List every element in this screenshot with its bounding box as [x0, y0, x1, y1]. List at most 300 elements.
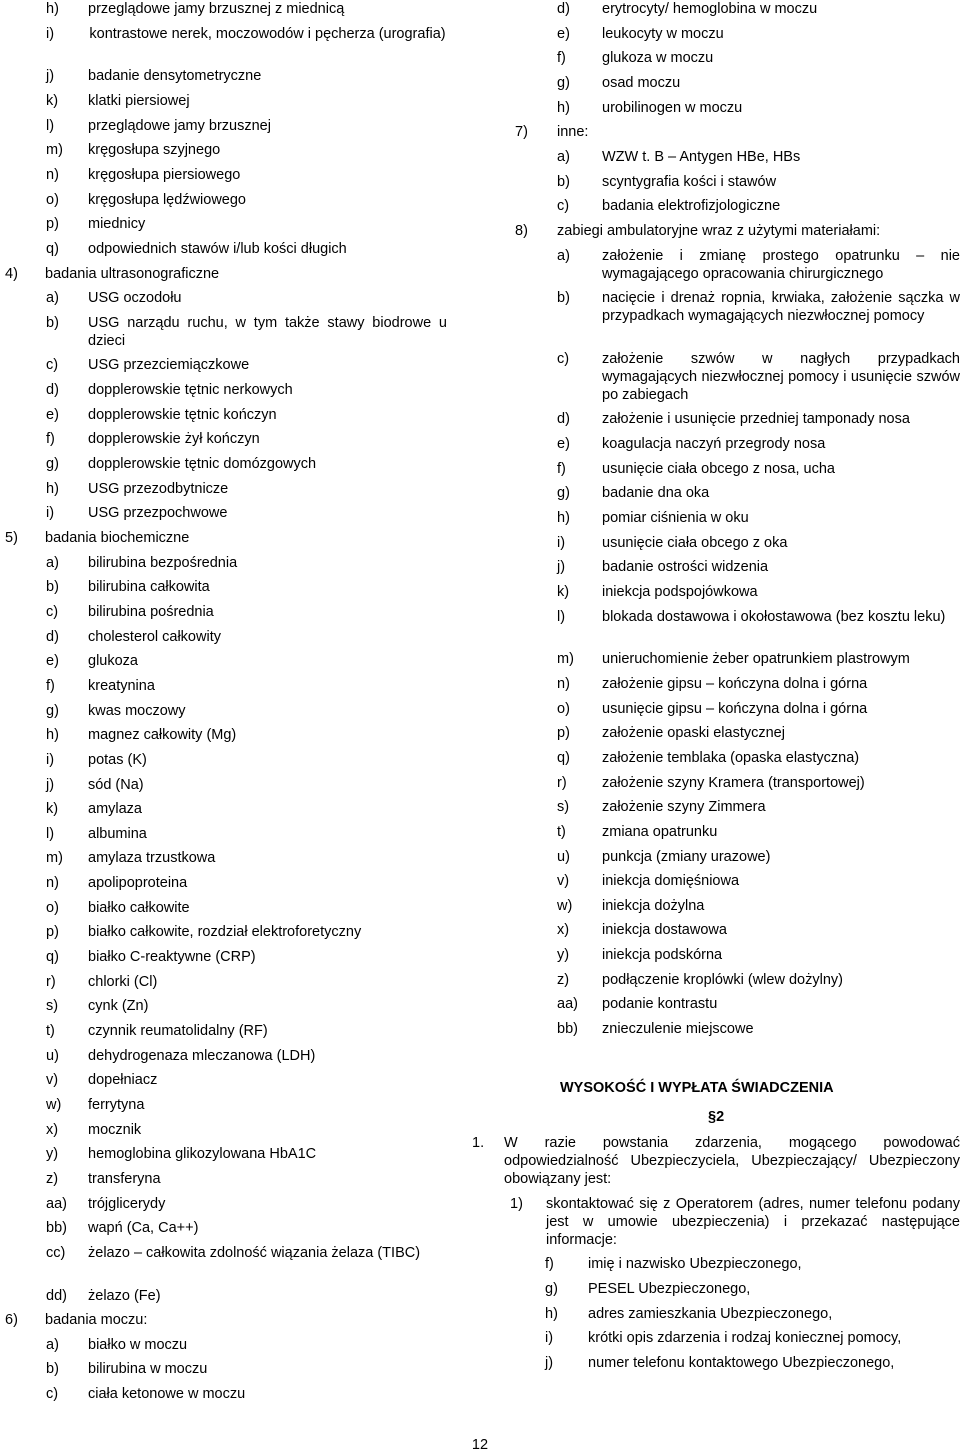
right_column-item [513, 222, 960, 240]
list-marker: a) [557, 148, 570, 165]
list-marker: c) [557, 350, 570, 367]
list-text: iniekcja dostawowa [602, 922, 727, 939]
list-marker: e) [557, 436, 570, 453]
list-marker: n) [46, 166, 59, 183]
list-text: USG przezodbytnicze [88, 480, 229, 497]
list-marker: e) [557, 25, 570, 42]
list-marker: j) [557, 559, 566, 576]
list-text: założenie szyny Zimmera [602, 799, 766, 816]
right_column-item [513, 675, 960, 693]
left_column-item [0, 751, 447, 769]
list-marker: r) [46, 973, 56, 990]
list-marker: y) [557, 947, 570, 964]
list-text: założenie opaski elastycznej [602, 725, 785, 742]
left_column-item [0, 1336, 447, 1354]
list-text: badania ultrasonograficzne [45, 265, 220, 282]
left_column-item [0, 92, 447, 110]
left_column-item [0, 1071, 447, 1089]
list-text: dopplerowskie tętnic nerkowych [88, 382, 293, 399]
left_column-item [0, 702, 447, 720]
list-text: bilirubina pośrednia [88, 603, 214, 620]
left_column-item [0, 141, 447, 159]
left_column-item [0, 191, 447, 209]
list-text: przeglądowe jamy brzusznej [88, 117, 271, 134]
list-text: iniekcja podskórna [602, 947, 723, 964]
right_column-item [513, 608, 960, 626]
list-marker: m) [46, 142, 63, 159]
list-marker: f) [557, 50, 566, 67]
list-text: hemoglobina glikozylowana HbA1C [88, 1146, 317, 1163]
list-marker: f) [557, 460, 566, 477]
right_column-item [513, 49, 960, 67]
list-marker: i) [46, 505, 55, 522]
list-marker: v) [557, 873, 570, 890]
list-marker: q) [557, 749, 570, 766]
list-marker: h) [46, 480, 59, 497]
list-marker: cc) [46, 1244, 66, 1261]
list-text: scyntygrafia kości i stawów [602, 173, 777, 190]
list-marker: o) [46, 191, 59, 208]
list-marker: c) [46, 357, 59, 374]
list-marker: s) [46, 998, 59, 1015]
list-marker: j) [545, 1354, 554, 1371]
list-text: punkcja (zmiany urazowe) [602, 848, 771, 865]
right_column-item [513, 724, 960, 742]
list-text: WZW t. B – Antygen HBe, HBs [602, 148, 801, 165]
list-marker: v) [46, 1072, 59, 1089]
list-marker: bb) [557, 1021, 578, 1038]
list-marker: i) [46, 751, 55, 768]
list-marker: n) [46, 875, 59, 892]
right_column-item [513, 460, 960, 478]
left_column-item [0, 1022, 447, 1040]
list-marker: j) [46, 776, 55, 793]
list-marker: h) [545, 1305, 558, 1322]
right_column-item [513, 350, 960, 404]
left_column-item [0, 1311, 447, 1329]
left_column-item [0, 406, 447, 424]
list-text: żelazo (Fe) [88, 1287, 161, 1304]
list-marker: g) [557, 74, 570, 91]
list-marker: d) [557, 1, 570, 17]
list-marker: 4) [5, 265, 18, 282]
list-text: założenie i zmianę prostego opatrunku – nie wymagającego opracowania chirurgicznego [602, 247, 960, 282]
left_column-item [0, 240, 447, 258]
list-marker: b) [46, 314, 59, 331]
bottom_items-item [472, 1280, 960, 1298]
list-marker: d) [46, 382, 59, 399]
right_column-item [513, 583, 960, 601]
list-marker: f) [545, 1256, 554, 1273]
list-text: dopplerowskie żył kończyn [88, 431, 260, 448]
list-text: założenie gipsu – kończyna dolna i górna [602, 675, 868, 692]
list-text: chlorki (Cl) [88, 973, 158, 990]
list-text: żelazo – całkowita zdolność wiązania żelaza (TIBC) [88, 1244, 421, 1261]
right_column-item [513, 971, 960, 989]
bottom_items-item [472, 1329, 960, 1347]
list-text: badania moczu: [45, 1312, 148, 1329]
list-text: kręgosłupa szyjnego [88, 142, 221, 159]
list-text: nacięcie i drenaż ropnia, krwiaka, założenie sączka w przypadkach wymagających niezwłocznej pomocy [602, 290, 960, 325]
list-text: dehydrogenaza mleczanowa (LDH) [88, 1047, 316, 1064]
list-marker: dd) [46, 1287, 67, 1304]
bottom_items-item [472, 1255, 960, 1273]
right_column-item [513, 99, 960, 117]
list-marker: aa) [557, 996, 578, 1013]
list-marker: g) [557, 485, 570, 502]
list-text: wapń (Ca, Ca++) [88, 1220, 199, 1237]
left_column-item [0, 1360, 447, 1378]
list-marker: 5) [5, 530, 18, 546]
left_column-item [0, 1385, 447, 1403]
list-marker: z) [46, 1170, 59, 1187]
right_column-item [513, 484, 960, 502]
list-text: koagulacja naczyń przegrody nosa [602, 436, 826, 453]
list-marker: q) [46, 240, 59, 257]
left_column-item [0, 430, 447, 448]
left_column-item [0, 289, 447, 307]
left_column-item [0, 0, 447, 18]
list-marker: g) [46, 456, 59, 473]
list-text: adres zamieszkania Ubezpieczonego, [588, 1305, 833, 1322]
list-marker: 7) [515, 124, 528, 141]
left_column-item [0, 117, 447, 135]
list-text: kręgosłupa lędźwiowego [88, 191, 246, 208]
left_column-item [0, 948, 447, 966]
list-text: bilirubina w moczu [88, 1361, 208, 1378]
list-marker: k) [46, 801, 59, 818]
list-text: blokada dostawowa i okołostawowa (bez kosztu leku) [602, 608, 946, 625]
list-text: iniekcja dożylna [602, 897, 705, 914]
right_column-item [513, 410, 960, 428]
list-text: apolipoproteina [88, 875, 188, 892]
list-text: kwas moczowy [88, 702, 186, 719]
left_column-item [0, 1096, 447, 1114]
list-marker: t) [46, 1023, 55, 1039]
list-text: usunięcie ciała obcego z oka [602, 534, 788, 551]
left_column-item [0, 726, 447, 744]
bottom_items-item [472, 1134, 960, 1188]
list-marker: 8) [515, 222, 528, 239]
list-text: usunięcie gipsu – kończyna dolna i górna [602, 700, 868, 717]
right_column-item [513, 1020, 960, 1038]
list-text: dopplerowskie tętnic kończyn [88, 406, 277, 423]
left_column-item [0, 899, 447, 917]
list-text: kontrastowe nerek, moczowodów i pęcherza (urografia) [89, 25, 446, 42]
right_column-item [513, 558, 960, 576]
left_column-item [0, 215, 447, 233]
left_column-item [0, 504, 447, 522]
list-marker: bb) [46, 1220, 67, 1237]
left_column-item [0, 1244, 447, 1262]
list-text: mocznik [88, 1121, 142, 1138]
list-marker: r) [557, 774, 567, 791]
list-text: osad moczu [602, 74, 681, 91]
list-text: USG przezpochwowe [88, 505, 228, 522]
left_column-item [0, 314, 447, 350]
list-marker: a) [46, 1336, 59, 1353]
list-marker: d) [557, 411, 570, 428]
left_column-item [0, 825, 447, 843]
list-text: czynnik reumatolidalny (RF) [88, 1023, 268, 1039]
list-marker: i) [545, 1330, 554, 1347]
list-text: badania biochemiczne [45, 530, 190, 546]
list-text: badanie ostrości widzenia [602, 559, 769, 576]
list-marker: w) [557, 897, 573, 914]
page-number: 12 [471, 1437, 489, 1453]
list-marker: c) [557, 198, 570, 215]
left_column-item [0, 1287, 447, 1305]
left_column-item [0, 1121, 447, 1139]
left_column-item [0, 677, 447, 695]
left_column-item [0, 25, 447, 43]
left_column-item [0, 603, 447, 621]
left_column-item [0, 265, 447, 283]
list-text: numer telefonu kontaktowego Ubezpieczonego, [588, 1354, 895, 1371]
list-text: białko C-reaktywne (CRP) [88, 949, 256, 966]
left_column-item [0, 849, 447, 867]
list-text: białko całkowite [88, 899, 190, 916]
list-marker: p) [46, 924, 59, 941]
list-text: PESEL Ubezpieczonego, [588, 1280, 751, 1297]
list-text: transferyna [88, 1170, 161, 1187]
list-text: magnez całkowity (Mg) [88, 727, 237, 744]
list-text: sód (Na) [88, 776, 144, 793]
list-marker: g) [545, 1280, 558, 1297]
right_column-item [513, 173, 960, 191]
list-text: iniekcja domięśniowa [602, 873, 740, 890]
list-marker: m) [46, 850, 63, 867]
list-marker: e) [46, 653, 59, 670]
left_column-item [0, 1170, 447, 1188]
list-text: badanie densytometryczne [88, 68, 262, 85]
list-text: W razie powstania zdarzenia, mogącego powodować odpowiedzialność Ubezpieczyciela, Ubezpieczający/ Ubezpieczony obowiązany jest: [504, 1135, 960, 1187]
list-text: albumina [88, 825, 147, 842]
left_column-item [0, 776, 447, 794]
list-text: USG oczodołu [88, 290, 182, 307]
right_column-item [513, 946, 960, 964]
list-text: podłączenie kroplówki (wlew dożylny) [602, 971, 843, 988]
list-text: cynk (Zn) [88, 998, 149, 1015]
list-marker: h) [46, 1, 59, 17]
list-text: zmiana opatrunku [602, 823, 718, 840]
list-marker: o) [46, 899, 59, 916]
list-text: amylaza trzustkowa [88, 850, 216, 867]
list-text: leukocyty w moczu [602, 25, 724, 42]
list-marker: m) [557, 651, 574, 668]
right_column-item [513, 534, 960, 552]
list-marker: aa) [46, 1195, 67, 1212]
list-text: amylaza [88, 801, 142, 818]
left_column-item [0, 480, 447, 498]
list-marker: k) [46, 92, 59, 109]
left_column-item [0, 1145, 447, 1163]
bottom_items-item [472, 1305, 960, 1323]
list-text: kręgosłupa piersiowego [88, 166, 241, 183]
list-text: kreatynina [88, 677, 155, 694]
right_column-item [513, 435, 960, 453]
list-text: usunięcie ciała obcego z nosa, ucha [602, 460, 835, 477]
list-text: odpowiednich stawów i/lub kości długich [88, 240, 347, 257]
list-marker: 1) [510, 1195, 523, 1212]
right_column-item [513, 650, 960, 668]
list-marker: 1. [472, 1135, 485, 1151]
list-text: cholesterol całkowity [88, 628, 221, 645]
list-marker: l) [557, 608, 566, 625]
right_column-item [513, 197, 960, 215]
right_column-item [513, 247, 960, 283]
right_column-item [513, 25, 960, 43]
list-marker: d) [46, 628, 59, 645]
list-marker: a) [557, 247, 570, 264]
right_column-item [513, 995, 960, 1013]
list-text: bilirubina bezpośrednia [88, 554, 238, 571]
right_column-item [513, 700, 960, 718]
right_column-item [513, 774, 960, 792]
right_column-item [513, 823, 960, 841]
left_column-item [0, 800, 447, 818]
list-marker: a) [46, 290, 59, 307]
list-marker: l) [46, 117, 55, 134]
list-marker: i) [557, 534, 566, 551]
left_column-item [0, 578, 447, 596]
list-text: urobilinogen w moczu [602, 99, 743, 116]
list-text: krótki opis zdarzenia i rodzaj koniecznej pomocy, [588, 1330, 902, 1347]
list-text: erytrocyty/ hemoglobina w moczu [602, 1, 818, 17]
left_column-item [0, 554, 447, 572]
list-text: pomiar ciśnienia w oku [602, 510, 749, 527]
left_column-item [0, 381, 447, 399]
list-marker: j) [46, 68, 55, 85]
list-text: badania elektrofizjologiczne [602, 198, 781, 215]
list-marker: s) [557, 799, 570, 816]
list-text: podanie kontrastu [602, 996, 718, 1013]
bottom_items-item [472, 1354, 960, 1372]
left_column-item [0, 1219, 447, 1237]
right_column-item [513, 0, 960, 18]
right_column-item [513, 798, 960, 816]
list-text: potas (K) [88, 751, 147, 768]
list-marker: b) [46, 1361, 59, 1378]
right_column-item [513, 749, 960, 767]
left_column-item [0, 1047, 447, 1065]
paragraph-number: §2 [708, 1109, 725, 1125]
list-text: założenie i usunięcie przedniej tamponady nosa [602, 411, 910, 428]
list-marker: b) [46, 579, 59, 596]
list-text: zabiegi ambulatoryjne wraz z użytymi materiałami: [557, 222, 881, 239]
list-marker: c) [46, 1386, 59, 1403]
list-marker: k) [557, 584, 570, 600]
list-text: założenie szyny Kramera (transportowej) [602, 774, 865, 791]
list-marker: n) [557, 675, 570, 692]
list-marker: q) [46, 949, 59, 966]
section-title: WYSOKOŚĆ I WYPŁATA ŚWIADCZENIA [560, 1080, 834, 1096]
left_column-item [0, 973, 447, 991]
list-marker: f) [46, 677, 55, 694]
list-text: białko całkowite, rozdział elektroforetyczny [88, 924, 362, 941]
list-text: założenie temblaka (opaska elastyczna) [602, 749, 860, 766]
list-text: ferrytyna [88, 1096, 145, 1113]
left_column-item [0, 356, 447, 374]
left_column-item [0, 166, 447, 184]
list-marker: a) [46, 554, 59, 571]
right_column-item [513, 289, 960, 325]
list-text: glukoza w moczu [602, 50, 714, 67]
list-marker: u) [557, 848, 570, 865]
list-text: glukoza [88, 653, 138, 670]
left_column-item [0, 455, 447, 473]
list-marker: g) [46, 702, 59, 719]
left_column-item [0, 874, 447, 892]
left_column-item [0, 1195, 447, 1213]
right_column-item [513, 848, 960, 866]
list-marker: i) [46, 25, 55, 42]
list-marker: y) [46, 1146, 59, 1163]
list-text: badanie dna oka [602, 485, 710, 502]
left_column-item [0, 529, 447, 547]
list-marker: l) [46, 825, 55, 842]
list-marker: t) [557, 823, 566, 840]
left_column-item [0, 997, 447, 1015]
list-text: założenie szwów w nagłych przypadkach wymagających niezwłocznej pomocy i usunięcie szwów po zabiegach [602, 350, 960, 403]
list-marker: z) [557, 971, 570, 988]
left_column-item [0, 652, 447, 670]
list-text: USG przezciemiączkowe [88, 357, 250, 374]
right_column-item [513, 872, 960, 890]
list-text: przeglądowe jamy brzusznej z miednicą [88, 1, 345, 17]
list-marker: x) [557, 922, 570, 939]
list-marker: 6) [5, 1312, 18, 1329]
list-marker: h) [557, 99, 570, 116]
list-text: trójglicerydy [88, 1195, 166, 1212]
list-text: dopplerowskie tętnic domózgowych [88, 456, 317, 473]
right_column-item [513, 148, 960, 166]
list-text: unieruchomienie żeber opatrunkiem plastrowym [602, 651, 910, 668]
list-marker: x) [46, 1121, 59, 1138]
list-marker: h) [557, 510, 570, 527]
list-marker: p) [557, 725, 570, 742]
claim-procedure [472, 1134, 960, 1394]
list-marker: b) [557, 290, 570, 307]
list-marker: p) [46, 216, 59, 233]
list-marker: o) [557, 700, 570, 717]
list-text: bilirubina całkowita [88, 579, 210, 596]
right_column-item [513, 921, 960, 939]
left_column-item [0, 923, 447, 941]
list-marker: e) [46, 406, 59, 423]
list-text: inne: [557, 124, 589, 141]
list-text: ciała ketonowe w moczu [88, 1386, 246, 1403]
list-marker: c) [46, 603, 59, 620]
list-text: iniekcja podspojówkowa [602, 584, 758, 600]
list-text: znieczulenie miejscowe [602, 1021, 754, 1038]
list-text: imię i nazwisko Ubezpieczonego, [588, 1256, 802, 1273]
list-marker: w) [46, 1096, 62, 1113]
list-text: skontaktować się z Operatorem (adres, numer telefonu podany jest w umowie ubezpieczenia) i przekazać następujące informacje: [546, 1195, 960, 1248]
list-text: USG narządu ruchu, w tym także stawy biodrowe u dzieci [88, 314, 447, 349]
right_column-item [513, 123, 960, 141]
list-marker: u) [46, 1047, 59, 1064]
list-marker: b) [557, 173, 570, 190]
list-text: dopełniacz [88, 1072, 158, 1089]
list-marker: h) [46, 727, 59, 744]
right_column-item [513, 897, 960, 915]
left_column-item [0, 628, 447, 646]
left_column-item [0, 67, 447, 85]
right_column-item [513, 74, 960, 92]
list-text: białko w moczu [88, 1336, 188, 1353]
right_column-item [513, 509, 960, 527]
